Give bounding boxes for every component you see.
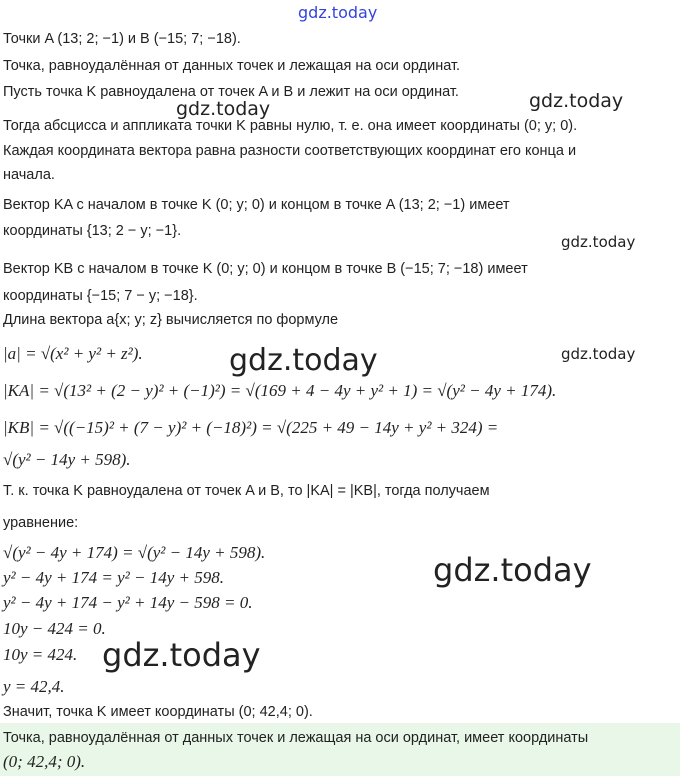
answer-text: Точка, равноудалённая от данных точек и лежащая на оси ординат, имеет координаты <box>3 730 589 746</box>
solution-line: Пусть точка K равноудалена от точек A и B и лежит на оси ординат. <box>3 84 459 100</box>
equation: y² − 4y + 174 = y² − 14y + 598. <box>3 568 224 587</box>
equation: 10y − 424 = 0. <box>3 619 106 638</box>
watermark: gdz.today <box>433 551 592 589</box>
equation: 10y = 424. <box>3 645 78 664</box>
watermark: gdz.today <box>561 345 636 363</box>
solution-line: начала. <box>3 167 55 183</box>
vector-ka-coords: координаты {13; 2 − y; −1}. <box>3 223 182 239</box>
watermark-top[interactable]: gdz.today <box>298 3 378 22</box>
vector-length-text: Длина вектора a{x; y; z} вычисляется по формуле <box>3 312 339 328</box>
given-points: Точки A (13; 2; −1) и B (−15; 7; −18). <box>3 31 241 47</box>
watermark: gdz.today <box>561 233 636 251</box>
equation: y² − 4y + 174 − y² + 14y − 598 = 0. <box>3 593 253 612</box>
solution-line: Т. к. точка K равноудалена от точек A и B, то |KA| = |KB|, тогда получаем <box>3 483 490 499</box>
vector-ka-text: Вектор KA с началом в точке K (0; y; 0) и концом в точке A (13; 2; −1) имеет <box>3 197 510 213</box>
answer-coords: (0; 42,4; 0). <box>3 752 86 771</box>
answer-box <box>0 723 680 776</box>
equation-result: y = 42,4. <box>3 677 65 696</box>
watermark: gdz.today <box>529 90 624 112</box>
vector-kb-text: Вектор KB с началом в точке K (0; y; 0) и концом в точке B (−15; 7; −18) имеет <box>3 261 528 277</box>
formula-kb-cont: √(y² − 14y + 598). <box>3 450 131 469</box>
vector-kb-coords: координаты {−15; 7 − y; −18}. <box>3 288 198 304</box>
formula-ka: |KA| = √(13² + (2 − y)² + (−1)²) = √(169 + 4 − 4y + y² + 1) = √(y² − 4y + 174). <box>3 381 557 400</box>
watermark: gdz.today <box>176 98 271 120</box>
formula-kb: |KB| = √((−15)² + (7 − y)² + (−18)²) = √(225 + 49 − 14y + y² + 324) = <box>3 418 499 437</box>
solution-line: Тогда абсцисса и аппликата точки K равны нулю, т. е. она имеет координаты (0; y; 0). <box>3 118 578 134</box>
watermark: gdz.today <box>102 636 261 674</box>
task-statement: Точка, равноудалённая от данных точек и лежащая на оси ординат. <box>3 58 461 74</box>
formula-length: |a| = √(x² + y² + z²). <box>3 344 143 363</box>
watermark: gdz.today <box>229 343 378 378</box>
solution-line: уравнение: <box>3 515 79 531</box>
conclusion: Значит, точка K имеет координаты (0; 42,4; 0). <box>3 704 313 720</box>
equation: √(y² − 4y + 174) = √(y² − 14y + 598). <box>3 543 266 562</box>
solution-line: Каждая координата вектора равна разности соответствующих координат его конца и <box>3 143 577 159</box>
